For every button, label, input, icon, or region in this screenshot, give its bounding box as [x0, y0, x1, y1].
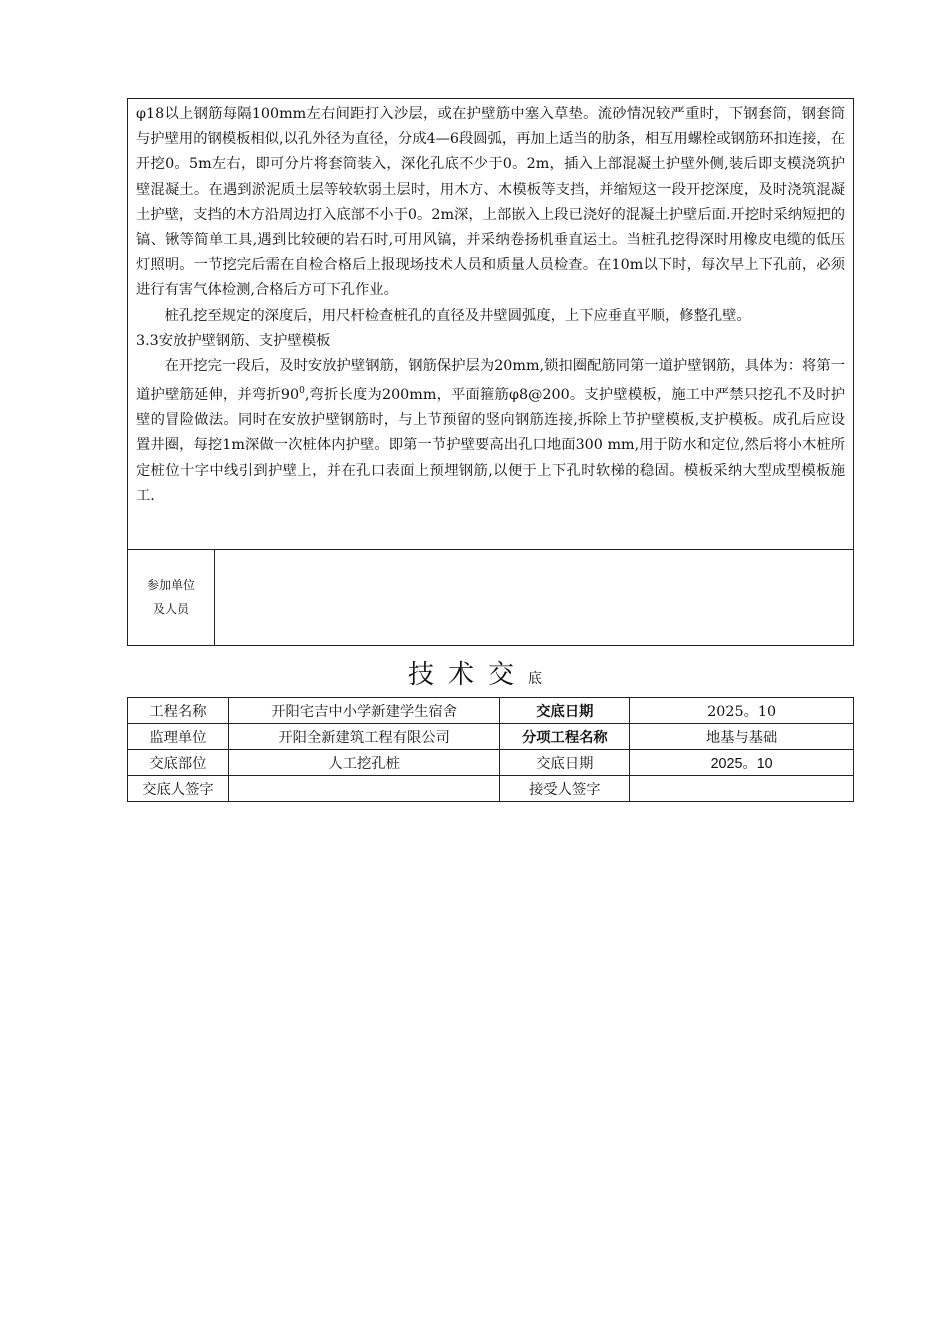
page-title: [0, 654, 950, 691]
date-value-1: 2025。10: [630, 698, 854, 724]
paragraph-3-part-b: ,弯折长度为200mm，平面箍筋φ8@200。支护壁模板，施工中严禁只挖孔不及时护壁的冒险做法。同时在安放护壁钢筋时，与上节预留的竖向钢筋连接,拆除上节护壁模板,支护模板。成孔后应设置井圈，每挖1m深做一次桩体内护壁。即第一节护壁要高出孔口地面300 mm,用于防水和定位,然后将小木桩所定桩位十字中线引到护壁上，并在孔口表面上预埋钢筋,以便于上下孔时软梯的稳固。模板采纳大型成型模板施工.: [136, 387, 845, 504]
date-value-2: 2025。10: [630, 750, 854, 776]
project-name-label: 工程名称: [128, 698, 229, 724]
table-row: [128, 698, 854, 724]
receiver-sign-label: 接受人签字: [500, 776, 630, 802]
content-box: [127, 98, 854, 646]
table-row: [128, 776, 854, 802]
date-label-1: 交底日期: [500, 698, 630, 724]
subproject-label: 分项工程名称: [500, 724, 630, 750]
giver-sign-label: 交底人签字: [128, 776, 229, 802]
giver-sign-value: [228, 776, 500, 802]
supervisor-value: 开阳全新建筑工程有限公司: [228, 724, 500, 750]
participants-label-line1: 参加单位: [146, 578, 195, 592]
title-tail: 底: [528, 671, 542, 687]
paragraph-1: φ18以上钢筋每隔100mm左右间距打入沙层，或在护壁筋中塞入草垫。流砂情况较严重时，下钢套筒，钢套筒与护壁用的钢模板相似,以孔外径为直径，分成4—6段圆弧，再加上适当的肋条，相互用螺栓或钢筋环扣连接，在开挖0。5m左右，即可分片将套筒装入，深化孔底不少于0。2m，插入上部混凝土护壁外侧,装后即支模浇筑护壁混凝土。在遇到淤泥质土层等较软弱土层时，用木方、木模板等支挡，并缩短这一段开挖深度，及时浇筑混凝土护壁，支挡的木方沿周边打入底部不小于0。2m深，上部嵌入上段已浇好的混凝土护壁后面.开挖时采纳短把的镐、锹等简单工具,遇到比较硬的岩石时,可用风镐，并采纳卷扬机垂直运土。当桩孔挖得深时用橡皮电缆的低压灯照明。一节挖完后需在自检合格后上报现场技术人员和质量人员检查。在10m以下时，每次早上下孔前，必须进行有害气体检测,合格后方可下孔作业。: [136, 106, 845, 299]
table-row: [128, 750, 854, 776]
title-main: 技术交: [407, 660, 528, 690]
content-cell: [128, 99, 853, 550]
receiver-sign-value: [630, 776, 854, 802]
participants-label: [128, 549, 215, 645]
section-heading: 3.3安放护壁钢筋、支护壁模板: [136, 332, 331, 349]
part-value: 人工挖孔桩: [228, 750, 500, 776]
table-row: [128, 724, 854, 750]
part-label: 交底部位: [128, 750, 229, 776]
paragraph-3-part-a: 在开挖完一段后，及时安放护壁钢筋，钢筋保护层为20mm,锁扣圈配筋同第一道护壁钢筋，具体为：将第一道护壁筋延伸，并弯折90: [136, 358, 845, 403]
date-label-2: 交底日期: [500, 750, 630, 776]
subproject-value: 地基与基础: [630, 724, 854, 750]
paragraph-3: [136, 354, 845, 509]
degree-superscript: 0: [299, 386, 305, 397]
info-table: [127, 697, 854, 802]
project-name-value: 开阳宅吉中小学新建学生宿舍: [228, 698, 500, 724]
supervisor-label: 监理单位: [128, 724, 229, 750]
paragraph-2: 桩孔挖至规定的深度后，用尺杆检查桩孔的直径及井壁圆弧度，上下应垂直平顺，修整孔壁。: [164, 307, 751, 324]
participants-label-line2: 及人员: [152, 602, 189, 616]
